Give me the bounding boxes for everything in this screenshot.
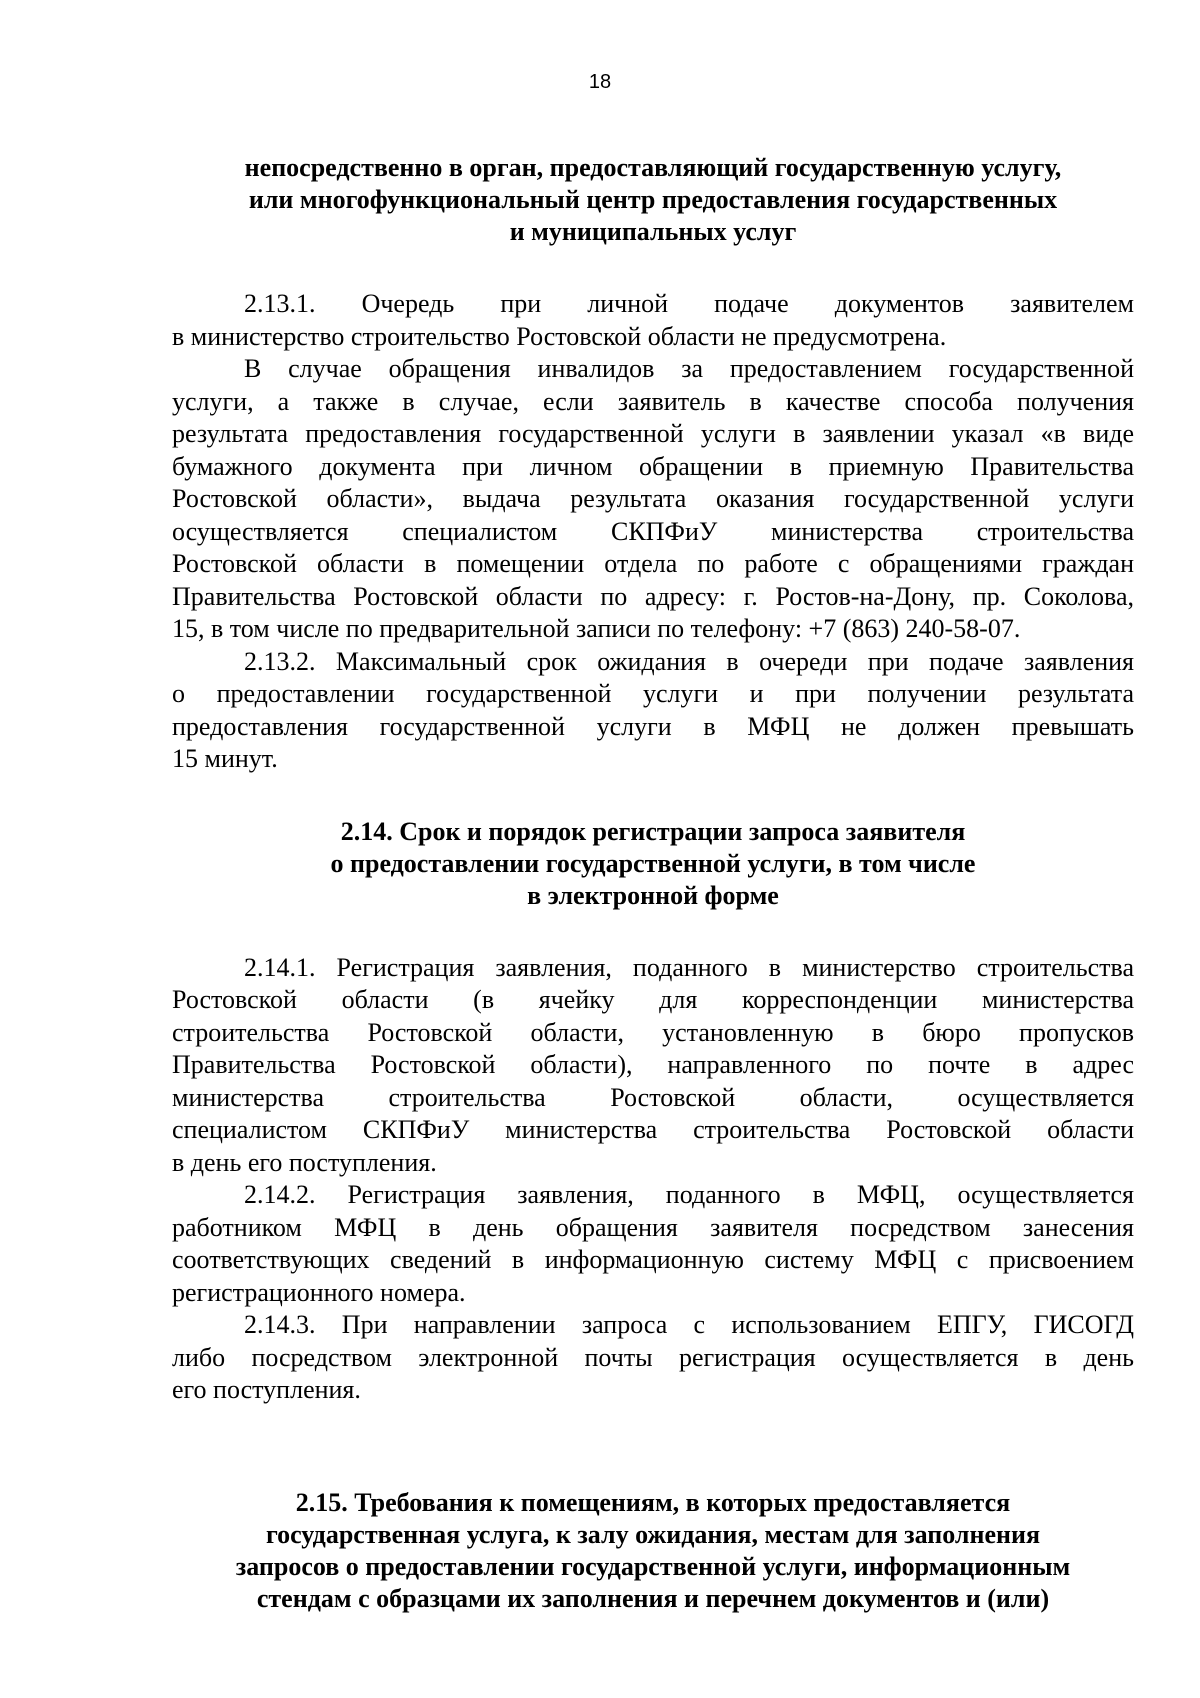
paragraph-2-13-2 <box>172 646 1134 776</box>
heading-line: о предоставлении государственной услуги, в том числе <box>330 848 976 878</box>
document-body <box>172 152 1134 1615</box>
text-line: 2.13.2. Максимальный срок ожидания в очереди при подаче заявления <box>244 646 1134 676</box>
text-line: о предоставлении государственной услуги и при получении результата <box>172 679 1134 708</box>
heading-line: государственная услуга, к залу ожидания, местам для заполнения <box>265 1519 1041 1549</box>
heading-line: 2.15. Требования к помещениям, в которых предоставляется <box>295 1487 1011 1517</box>
heading-line: запросов о предоставлении государственной услуги, информационным <box>235 1551 1071 1581</box>
text-line: работником МФЦ в день обращения заявителя посредством занесения <box>172 1212 1134 1242</box>
text-line: соответствующих сведений в информационную систему МФЦ с присвоением <box>172 1245 1134 1274</box>
text-line: специалистом СКПФиУ министерства строительства Ростовской области <box>172 1115 1134 1144</box>
text-line: 2.13.1. Очередь при личной подаче документов заявителем <box>244 289 1134 318</box>
text-line: Правительства Ростовской области), направленного по почте в адрес <box>172 1050 1134 1079</box>
text-line: бумажного документа при личном обращении в приемную Правительства <box>172 451 1134 481</box>
page-number: 18 <box>588 71 612 93</box>
heading-line: 2.14. Срок и порядок регистрации запроса заявителя <box>340 816 966 846</box>
text-line: предоставления государственной услуги в МФЦ не должен превышать <box>172 711 1134 741</box>
text-line: результата предоставления государственной услуги в заявлении указал «в виде <box>172 419 1134 448</box>
text-line: 15 минут. <box>172 744 278 773</box>
text-line: Ростовской области», выдача результата оказания государственной услуги <box>172 484 1134 513</box>
heading-line: в электронной форме <box>527 880 779 910</box>
paragraph-2-13-1 <box>172 288 1134 353</box>
paragraph-disabled-persons <box>172 353 1134 646</box>
text-line: 2.14.3. При направлении запроса с использованием ЕПГУ, ГИСОГД <box>244 1310 1134 1339</box>
text-line: осуществляется специалистом СКПФиУ министерства строительства <box>172 516 1134 546</box>
text-line: 2.14.1. Регистрация заявления, поданного в министерство строительства <box>244 952 1134 982</box>
text-line: Правительства Ростовской области по адресу: г. Ростов-на-Дону, пр. Соколова, <box>172 581 1134 611</box>
section-2-14 <box>172 952 1134 1407</box>
section-2-13 <box>172 288 1134 776</box>
heading-line: стендам с образцами их заполнения и перечнем документов и (или) <box>256 1583 1050 1613</box>
section-heading-2-15 <box>172 1487 1134 1615</box>
text-line: услуги, а также в случае, если заявитель в качестве способа получения <box>172 386 1134 416</box>
heading-line: и муниципальных услуг <box>509 217 797 246</box>
text-line: В случае обращения инвалидов за предоставлением государственной <box>244 354 1134 383</box>
heading-line: непосредственно в орган, предоставляющий государственную услугу, <box>244 153 1062 182</box>
section-heading-2-14 <box>172 816 1134 912</box>
heading-line: или многофункциональный центр предоставления государственных <box>248 185 1058 214</box>
text-line: регистрационного номера. <box>172 1277 466 1307</box>
text-line: Ростовской области в помещении отдела по работе с обращениями граждан <box>172 549 1134 578</box>
text-line: 2.14.2. Регистрация заявления, поданного в МФЦ, осуществляется <box>244 1180 1134 1209</box>
text-line: Ростовской области (в ячейку для корреспонденции министерства <box>172 985 1134 1014</box>
text-line: либо посредством электронной почты регистрация осуществляется в день <box>172 1342 1134 1372</box>
paragraph-2-14-1 <box>172 952 1134 1180</box>
text-line: его поступления. <box>172 1375 361 1404</box>
paragraph-2-14-3 <box>172 1309 1134 1407</box>
text-line: в министерство строительство Ростовской области не предусмотрена. <box>172 321 947 351</box>
section-heading-submission <box>172 152 1134 248</box>
text-line: 15, в том числе по предварительной записи по телефону: +7 (863) 240-58-07. <box>172 614 1021 643</box>
text-line: в день его поступления. <box>172 1147 437 1177</box>
text-line: министерства строительства Ростовской области, осуществляется <box>172 1082 1134 1112</box>
paragraph-2-14-2 <box>172 1179 1134 1309</box>
text-line: строительства Ростовской области, установленную в бюро пропусков <box>172 1017 1134 1047</box>
